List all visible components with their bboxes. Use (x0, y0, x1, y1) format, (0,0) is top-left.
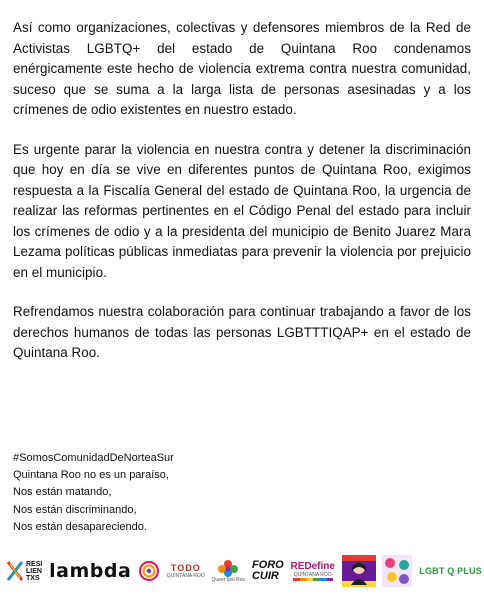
resilientxs-line: TXS (26, 574, 40, 582)
cuir-wordmark: CUIR (251, 570, 279, 582)
swirl-icon (138, 560, 160, 582)
queer-roo-label: Queer Ipsi Roo (211, 577, 246, 583)
redefine-subtitle: QUINTANA ROO (293, 571, 332, 578)
portrait-icon (342, 555, 376, 587)
todo-wordmark: TODO (170, 563, 201, 573)
lgbt-plus-wordmark: LGBT Q PLUS (419, 566, 482, 576)
hashtag: #SomosComunidadDeNorteaSur (13, 452, 174, 464)
rainbow-x-icon (6, 560, 24, 582)
statement-body (13, 18, 471, 383)
swirl-logo (138, 555, 160, 587)
rainbow-bar-icon (293, 578, 333, 581)
resilientxs-logo (6, 555, 42, 587)
todo-logo (167, 555, 205, 587)
flower-icon (217, 559, 239, 577)
foro-cuir-logo (252, 555, 284, 587)
paragraph-condemnation: Así como organizaciones, colectivas y defensores miembros de la Red de Activistas LGBTQ+ del estado de Quintana Roo condenamos enérgicamente este hecho de violencia extrema contra nuestra comunidad, suceso que se suma a la larga lista de personas asesinadas y a los crímenes de odio existentes en nuestro estado. (13, 20, 471, 117)
hashtag-block (13, 450, 313, 536)
queer-roo-logo (212, 555, 246, 587)
pattern-logo (382, 555, 412, 587)
paragraph-commitment: Refrendamos nuestra colaboración para continuar trabajando a favor de los derechos humanos de todas las personas LGBTTTIQAP+ en el estado de Quintana Roo. (13, 304, 471, 360)
redefine-wordmark: REDefine (290, 560, 335, 572)
slogan-line: Quintana Roo no es un paraíso, (13, 469, 169, 482)
todo-subtitle: QUINTANA ROO (166, 573, 205, 579)
slogan-line: Nos están discriminando, (13, 503, 137, 516)
lgbt-plus-logo (419, 555, 482, 587)
lambda-logo (49, 555, 131, 587)
portrait-logo (342, 555, 376, 587)
foro-wordmark: FORO (251, 559, 284, 571)
slogan-line: Nos están desapareciendo. (13, 520, 147, 533)
resilientxs-line: LIEN (26, 567, 42, 575)
pattern-icon (382, 555, 412, 587)
organization-logos (6, 555, 482, 587)
lambda-wordmark: lambda (49, 560, 132, 582)
paragraph-demands: Es urgente parar la violencia en nuestra contra y detener la discriminación que hoy en día se vive en diferentes puntos de Quintana Roo, exigimos respuesta a la Fiscalía General del estado de Quintana Roo, la urgencia de realizar las reformas pertinentes en el Código Penal del estado para incluir los crímenes de odio y a la presidenta del municipio de Benito Juarez Mara Lezama políticas públicas inmediatas para prevenir la violencia por prejuicio en el municipio. (13, 141, 471, 280)
slogan-line: Nos están matando, (13, 486, 112, 499)
redefine-logo (290, 555, 334, 587)
resilientxs-line: RESI (26, 560, 43, 568)
